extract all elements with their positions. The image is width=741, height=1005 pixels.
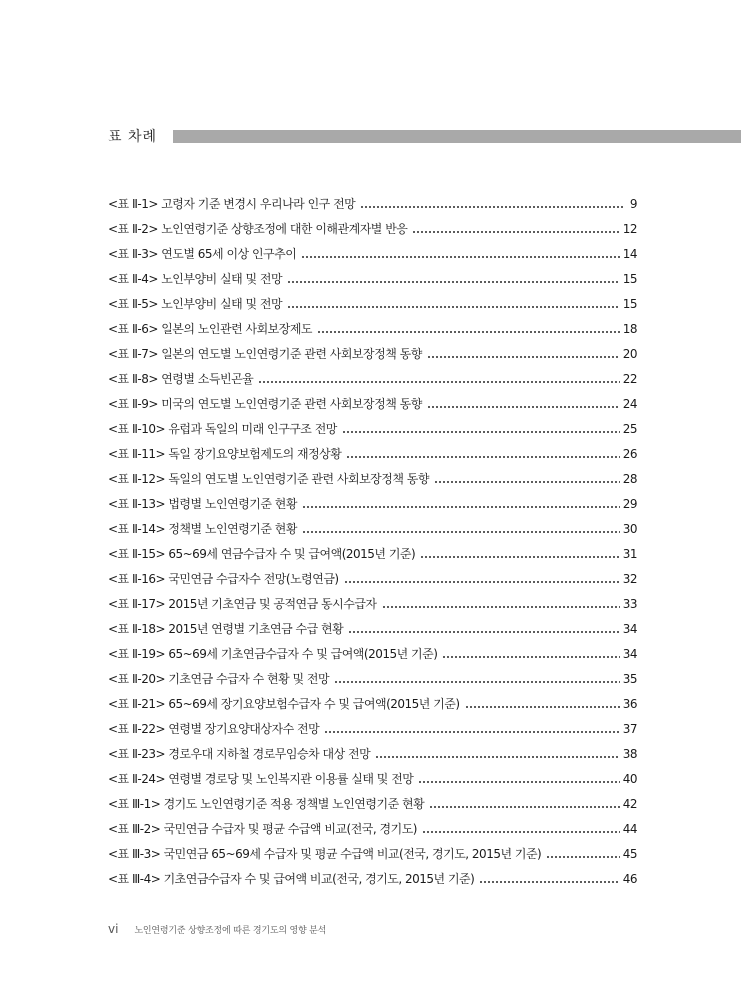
toc-entry-page: 45 <box>622 846 637 861</box>
toc-entry[interactable] <box>108 466 637 491</box>
toc-dot-leader <box>375 756 620 758</box>
toc-entry[interactable] <box>108 416 637 441</box>
toc-entry-page: 29 <box>622 496 637 511</box>
toc-entry-label: <표 Ⅱ-23> 경로우대 지하철 경로무임승차 대상 전망 <box>108 747 371 761</box>
toc-entry[interactable] <box>108 316 637 341</box>
toc-entry-label: <표 Ⅱ-11> 독일 장기요양보험제도의 재정상황 <box>108 447 342 461</box>
toc-entry[interactable] <box>108 266 637 291</box>
toc-entry-label: <표 Ⅱ-17> 2015년 기초연금 및 공적연금 동시수급자 <box>108 597 377 611</box>
toc-entry-label: <표 Ⅱ-16> 국민연금 수급자수 전망(노령연금) <box>108 572 339 586</box>
toc-entry-page: 25 <box>622 421 637 436</box>
toc-entry[interactable] <box>108 216 637 241</box>
toc-dot-leader <box>427 356 620 358</box>
toc-entry[interactable] <box>108 666 637 691</box>
footer-running-title: 노인연령기준 상향조정에 따른 경기도의 영향 분석 <box>134 926 327 936</box>
toc-entry[interactable] <box>108 691 637 716</box>
toc-entry-label: <표 Ⅱ-20> 기초연금 수급자 수 현황 및 전망 <box>108 672 330 686</box>
section-header <box>108 126 741 146</box>
section-title-bar <box>173 130 741 143</box>
toc-entry[interactable] <box>108 791 637 816</box>
toc-dot-leader <box>344 581 620 583</box>
toc-entry[interactable] <box>108 591 637 616</box>
toc-entry-page: 18 <box>622 321 637 336</box>
toc-dot-leader <box>348 631 619 633</box>
toc-entry[interactable] <box>108 241 637 266</box>
toc-entry[interactable] <box>108 541 637 566</box>
toc-entry-page: 36 <box>622 696 637 711</box>
toc-dot-leader <box>420 556 620 558</box>
toc-entry-label: <표 Ⅱ-6> 일본의 노인관련 사회보장제도 <box>108 322 313 336</box>
toc-entry-label: <표 Ⅱ-5> 노인부양비 실태 및 전망 <box>108 297 283 311</box>
toc-entry-page: 40 <box>622 771 637 786</box>
toc-dot-leader <box>287 306 620 308</box>
toc-entry[interactable] <box>108 391 637 416</box>
toc-dot-leader <box>317 331 620 333</box>
toc-entry-label: <표 Ⅱ-14> 정책별 노인연령기준 현황 <box>108 522 297 536</box>
toc-entry-label: <표 Ⅱ-18> 2015년 연령별 기초연금 수급 현황 <box>108 622 344 636</box>
toc-dot-leader <box>434 481 620 483</box>
toc-entry-page: 28 <box>622 471 637 486</box>
toc-dot-leader <box>301 256 619 258</box>
toc-dot-leader <box>422 831 620 833</box>
toc-entry-label: <표 Ⅱ-21> 65~69세 장기요양보험수급자 수 및 급여액(2015년 기준) <box>108 697 460 711</box>
toc-entry-page: 32 <box>622 571 637 586</box>
toc-entry[interactable] <box>108 641 637 666</box>
toc-entry-label: <표 Ⅱ-24> 연령별 경로당 및 노인복지관 이용률 실태 및 전망 <box>108 772 414 786</box>
toc-entry-page: 34 <box>622 646 637 661</box>
toc-entry[interactable] <box>108 816 637 841</box>
toc-dot-leader <box>382 606 620 608</box>
toc-dot-leader <box>442 656 619 658</box>
toc-entry-label: <표 Ⅱ-3> 연도별 65세 이상 인구추이 <box>108 247 297 261</box>
toc-entry-page: 14 <box>622 246 637 261</box>
toc-entry-label: <표 Ⅱ-1> 고령자 기준 변경시 우리나라 인구 전망 <box>108 197 356 211</box>
toc-entry-label: <표 Ⅱ-10> 유럽과 독일의 미래 인구구조 전망 <box>108 422 337 436</box>
toc-dot-leader <box>302 506 620 508</box>
toc-entry-page: 15 <box>622 296 637 311</box>
page-footer <box>108 922 326 936</box>
toc-entry-page: 34 <box>622 621 637 636</box>
toc-dot-leader <box>346 456 619 458</box>
toc-dot-leader <box>302 531 620 533</box>
toc-entry-label: <표 Ⅱ-4> 노인부양비 실태 및 전망 <box>108 272 283 286</box>
toc-entry-page: 35 <box>622 671 637 686</box>
toc-dot-leader <box>258 381 619 383</box>
toc-entry-page: 9 <box>629 196 637 211</box>
toc-entry-label: <표 Ⅲ-1> 경기도 노인연령기준 적용 정책별 노인연령기준 현황 <box>108 797 425 811</box>
toc-dot-leader <box>427 406 620 408</box>
toc-entry-label: <표 Ⅲ-2> 국민연금 수급자 및 평균 수급액 비교(전국, 경기도) <box>108 822 417 836</box>
toc-entry-page: 30 <box>622 521 637 536</box>
toc-dot-leader <box>360 206 624 208</box>
toc-entry-label: <표 Ⅱ-22> 연령별 장기요양대상자수 전망 <box>108 722 320 736</box>
toc-entry[interactable] <box>108 441 637 466</box>
toc-entry-label: <표 Ⅱ-13> 법령별 노인연령기준 현황 <box>108 497 297 511</box>
toc-entry[interactable] <box>108 366 637 391</box>
toc-entry-label: <표 Ⅱ-19> 65~69세 기초연금수급자 수 및 급여액(2015년 기준) <box>108 647 438 661</box>
toc-entry[interactable] <box>108 566 637 591</box>
toc-entry-page: 12 <box>622 221 637 236</box>
toc-entry-page: 42 <box>622 796 637 811</box>
toc-entry-label: <표 Ⅲ-3> 국민연금 65~69세 수급자 및 평균 수급액 비교(전국, 경기도, 2015년 기준) <box>108 847 542 861</box>
toc-entry-label: <표 Ⅱ-9> 미국의 연도별 노인연령기준 관련 사회보장정책 동향 <box>108 397 422 411</box>
toc-entry-label: <표 Ⅱ-2> 노인연령기준 상향조정에 대한 이해관계자별 반응 <box>108 222 408 236</box>
toc-entry[interactable] <box>108 866 637 891</box>
toc-dot-leader <box>429 806 620 808</box>
toc-entry-label: <표 Ⅱ-8> 연령별 소득빈곤율 <box>108 372 254 386</box>
toc-entry-label: <표 Ⅱ-12> 독일의 연도별 노인연령기준 관련 사회보장정책 동향 <box>108 472 429 486</box>
toc-entry[interactable] <box>108 716 637 741</box>
toc-entry-label: <표 Ⅱ-15> 65~69세 연금수급자 수 및 급여액(2015년 기준) <box>108 547 416 561</box>
toc-entry-page: 15 <box>622 271 637 286</box>
toc-entry-page: 44 <box>622 821 637 836</box>
section-title: 표 차례 <box>108 129 158 145</box>
toc-entry[interactable] <box>108 741 637 766</box>
toc-entry-label: <표 Ⅱ-7> 일본의 연도별 노인연령기준 관련 사회보장정책 동향 <box>108 347 422 361</box>
toc-entry-page: 22 <box>622 371 637 386</box>
footer-page-number: vi <box>108 922 119 936</box>
table-of-contents <box>108 191 637 891</box>
toc-entry-label: <표 Ⅲ-4> 기초연금수급자 수 및 급여액 비교(전국, 경기도, 2015년 기준) <box>108 872 475 886</box>
toc-entry-page: 38 <box>622 746 637 761</box>
toc-dot-leader <box>412 231 619 233</box>
toc-dot-leader <box>342 431 620 433</box>
toc-entry[interactable] <box>108 191 637 216</box>
toc-entry[interactable] <box>108 766 637 791</box>
toc-entry[interactable] <box>108 841 637 866</box>
toc-dot-leader <box>418 781 619 783</box>
toc-dot-leader <box>334 681 620 683</box>
toc-dot-leader <box>287 281 620 283</box>
toc-entry[interactable] <box>108 491 637 516</box>
toc-entry[interactable] <box>108 291 637 316</box>
toc-entry[interactable] <box>108 616 637 641</box>
toc-entry-page: 37 <box>622 721 637 736</box>
toc-dot-leader <box>465 706 620 708</box>
toc-dot-leader <box>546 856 619 858</box>
toc-entry-page: 26 <box>622 446 637 461</box>
toc-dot-leader <box>324 731 620 733</box>
toc-dot-leader <box>479 881 619 883</box>
toc-entry[interactable] <box>108 341 637 366</box>
toc-entry-page: 24 <box>622 396 637 411</box>
toc-entry-page: 46 <box>622 871 637 886</box>
toc-entry-page: 31 <box>622 546 637 561</box>
toc-entry-page: 33 <box>622 596 637 611</box>
toc-entry-page: 20 <box>622 346 637 361</box>
toc-entry[interactable] <box>108 516 637 541</box>
